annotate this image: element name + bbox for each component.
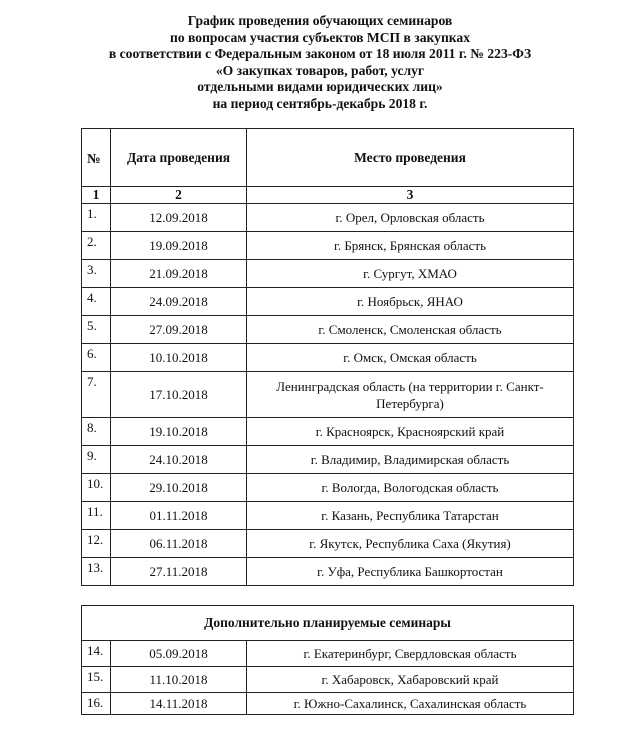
row-number: 12. [82, 530, 111, 558]
row-number: 2. [82, 232, 111, 260]
table-row [82, 558, 574, 586]
title-line-2: по вопросам участия субъектов МСП в закупках [170, 29, 470, 45]
row-date: 14.11.2018 [111, 693, 247, 715]
table-row [82, 693, 574, 715]
row-place: г. Омск, Омская область [247, 344, 574, 372]
row-date: 24.10.2018 [111, 446, 247, 474]
title-line-4: «О закупках товаров, работ, услуг [215, 62, 425, 78]
row-date: 29.10.2018 [111, 474, 247, 502]
row-place: г. Казань, Республика Татарстан [247, 502, 574, 530]
seminar-schedule-table [81, 128, 574, 586]
table-row [82, 232, 574, 260]
row-place: г. Якутск, Республика Саха (Якутия) [247, 530, 574, 558]
row-date: 24.09.2018 [111, 288, 247, 316]
row-place: г. Ноябрьск, ЯНАО [247, 288, 574, 316]
row-place: г. Южно-Сахалинск, Сахалинская область [247, 693, 574, 715]
row-place: г. Сургут, ХМАО [247, 260, 574, 288]
row-date: 12.09.2018 [111, 204, 247, 232]
row-date: 11.10.2018 [111, 667, 247, 693]
row-place: г. Вологда, Вологодская область [247, 474, 574, 502]
table-row [82, 446, 574, 474]
row-number: 7. [82, 372, 111, 418]
row-date: 17.10.2018 [111, 372, 247, 418]
row-place: г. Брянск, Брянская область [247, 232, 574, 260]
title-line-3: в соответствии с Федеральным законом от 18 июля 2011 г. № 223-ФЗ [108, 46, 532, 61]
table-row [82, 288, 574, 316]
row-number: 13. [82, 558, 111, 586]
row-place: г. Уфа, Республика Башкортостан [247, 558, 574, 586]
row-place: г. Красноярск, Красноярский край [247, 418, 574, 446]
row-date: 10.10.2018 [111, 344, 247, 372]
row-number: 8. [82, 418, 111, 446]
additional-title-row [82, 606, 574, 641]
table-row [82, 667, 574, 693]
column-index-3: 3 [247, 187, 574, 204]
table-row [82, 530, 574, 558]
row-number: 15. [82, 667, 111, 693]
row-date: 06.11.2018 [111, 530, 247, 558]
table-row [82, 502, 574, 530]
document-title [60, 13, 580, 112]
row-number: 16. [82, 693, 111, 715]
table-row [82, 344, 574, 372]
header-place: Место проведения [247, 129, 574, 187]
column-index-2: 2 [111, 187, 247, 204]
row-date: 05.09.2018 [111, 641, 247, 667]
title-line-5: отдельными видами юридических лиц» [197, 79, 443, 94]
row-number: 14. [82, 641, 111, 667]
row-number: 1. [82, 204, 111, 232]
table-row [82, 641, 574, 667]
row-number: 4. [82, 288, 111, 316]
row-date: 19.10.2018 [111, 418, 247, 446]
table-row [82, 316, 574, 344]
row-number: 3. [82, 260, 111, 288]
additional-seminars-table [81, 605, 574, 715]
table-row [82, 418, 574, 446]
table-row [82, 372, 574, 418]
row-date: 27.11.2018 [111, 558, 247, 586]
additional-title: Дополнительно планируемые семинары [82, 606, 574, 641]
row-number: 11. [82, 502, 111, 530]
row-date: 27.09.2018 [111, 316, 247, 344]
table-row [82, 474, 574, 502]
row-place: г. Орел, Орловская область [247, 204, 574, 232]
title-line-1: График проведения обучающих семинаров [187, 13, 453, 28]
table-row [82, 204, 574, 232]
row-number: 5. [82, 316, 111, 344]
row-date: 21.09.2018 [111, 260, 247, 288]
row-date: 01.11.2018 [111, 502, 247, 530]
row-number: 10. [82, 474, 111, 502]
column-index-row [82, 187, 574, 204]
title-line-6: на период сентябрь-декабрь 2018 г. [212, 95, 428, 111]
row-number: 9. [82, 446, 111, 474]
table-row [82, 260, 574, 288]
row-place: Ленинградская область (на территории г. Санкт-Петербурга) [247, 372, 574, 418]
row-place: г. Смоленск, Смоленская область [247, 316, 574, 344]
header-number: № [82, 129, 111, 187]
header-date: Дата проведения [111, 129, 247, 187]
row-date: 19.09.2018 [111, 232, 247, 260]
row-place: г. Хабаровск, Хабаровский край [247, 667, 574, 693]
column-index-1: 1 [82, 187, 111, 204]
row-number: 6. [82, 344, 111, 372]
row-place: г. Владимир, Владимирская область [247, 446, 574, 474]
row-place: г. Екатеринбург, Свердловская область [247, 641, 574, 667]
table-header-row [82, 129, 574, 187]
